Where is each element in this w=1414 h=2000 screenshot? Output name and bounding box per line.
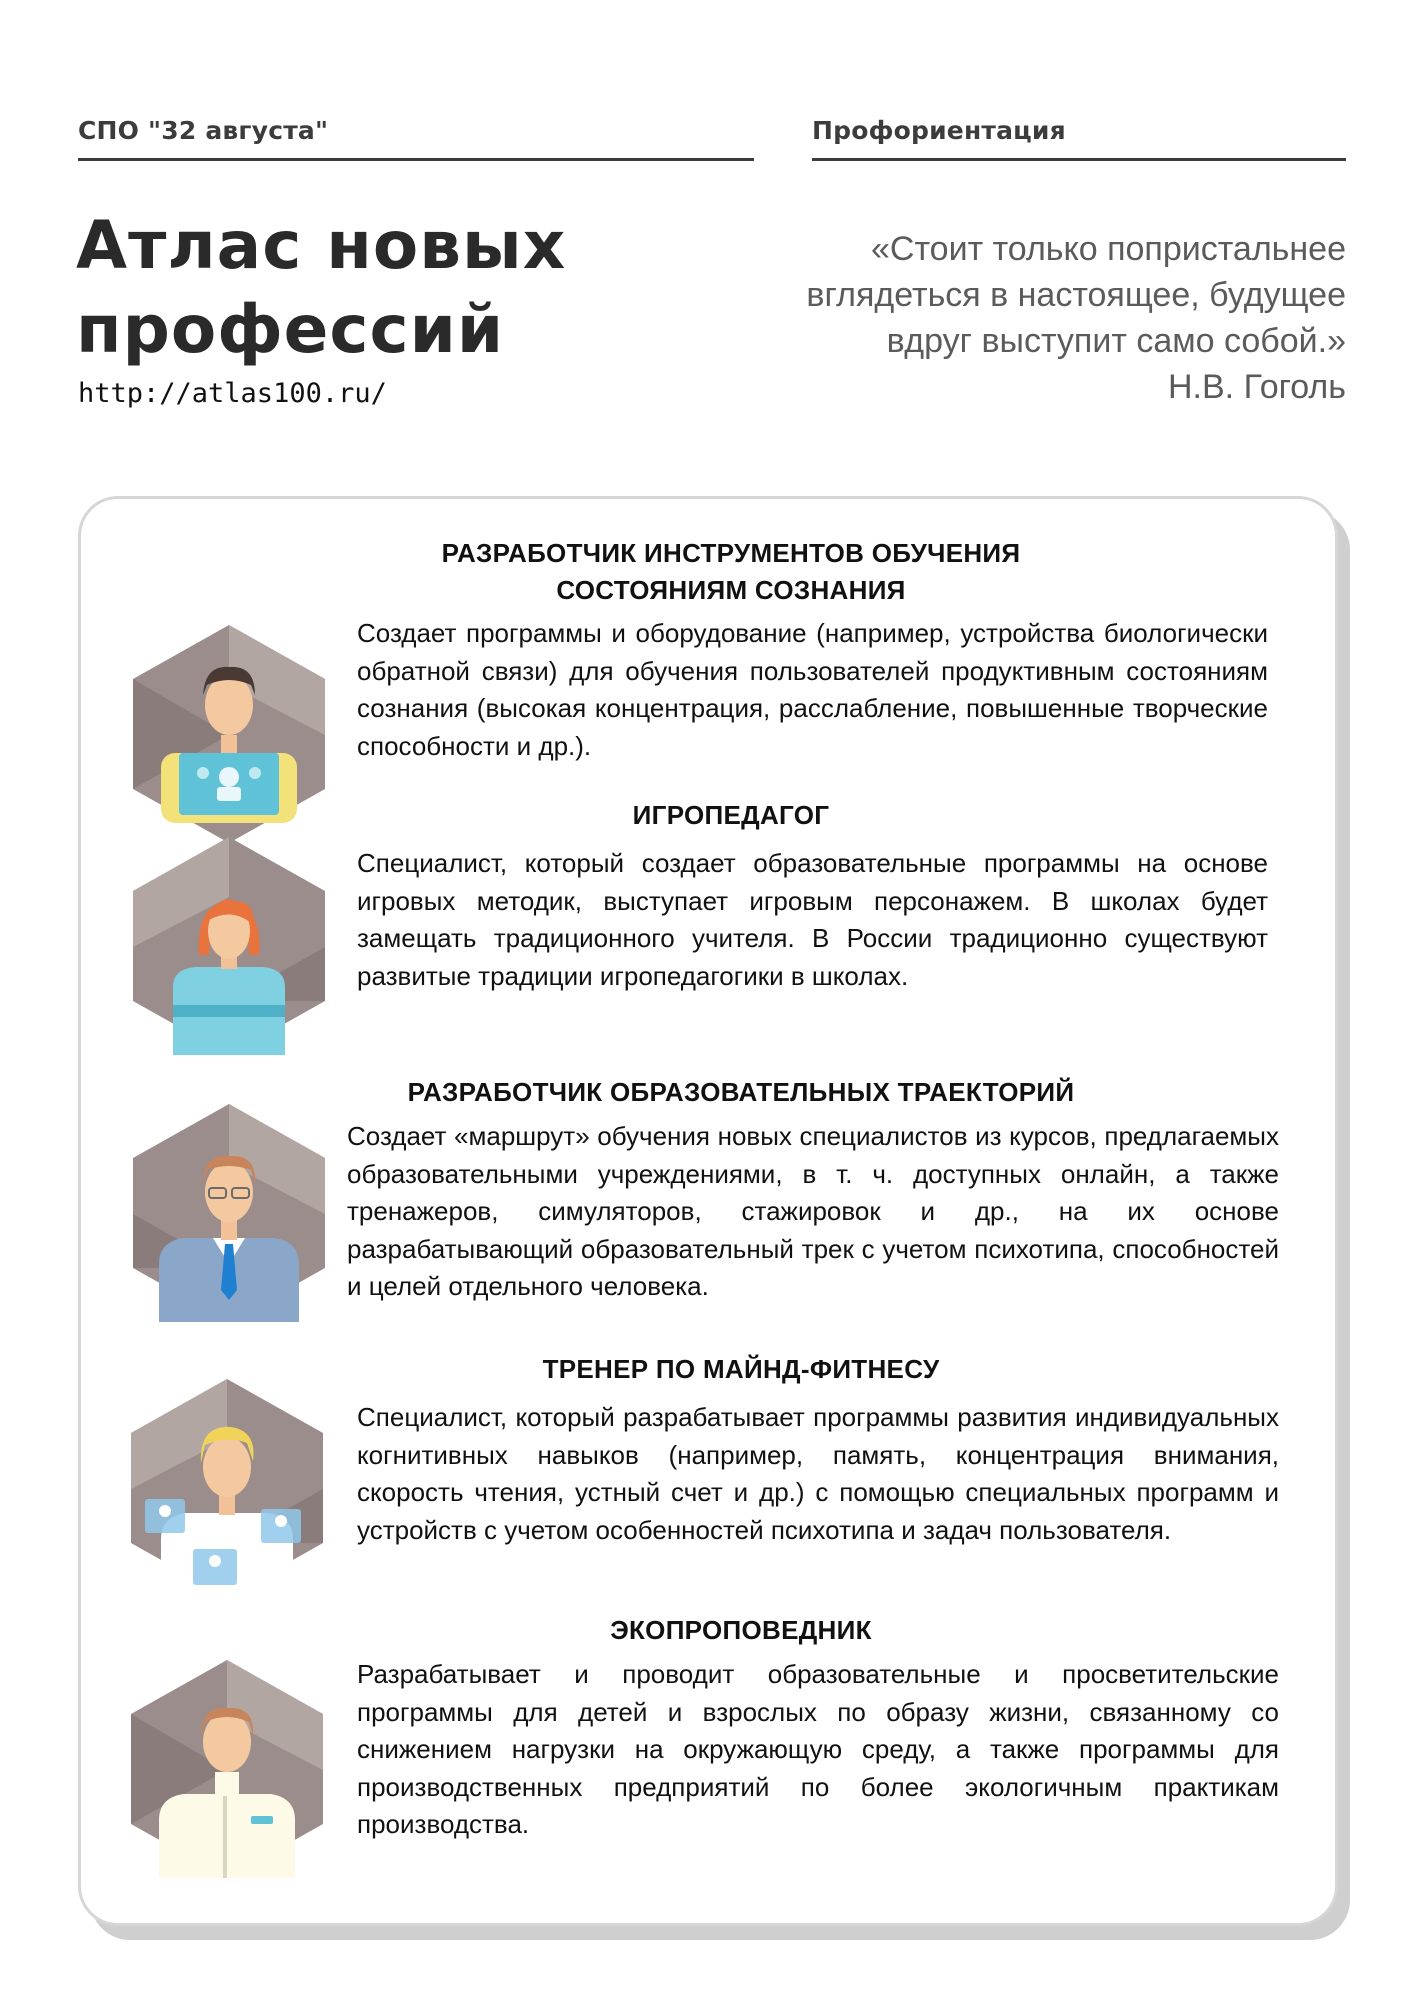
header-divider-left	[78, 158, 754, 161]
profession-2-description: Специалист, который создает образовательные программы на основе игровых методик, выступает игровым персонажем. В школах будет замещать традиционного учителя. В России традиционно существуют развитые традиции игропедагогики в школах.	[357, 848, 1268, 991]
profession-1-description: Создает программы и оборудование (например, устройства биологически обратной связи) для обучения пользователей продуктивным состояниям сознания (высокая концентрация, расслабление, повышенные творческие способности и др.).	[357, 618, 1268, 761]
profession-1-title	[381, 535, 1081, 609]
epigraph-quote	[726, 226, 1346, 410]
businessman-glasses-icon	[133, 1104, 325, 1322]
org-label: СПО "32 августа"	[78, 116, 329, 145]
header-divider-right	[812, 158, 1346, 161]
site-link[interactable]: http://atlas100.ru/	[78, 378, 387, 409]
profession-4-description: Специалист, который разрабатывает программы развития индивидуальных когнитивных навыков (например, память, концентрация внимания, скорость чтения, устный счет и др.) с помощью специальных программ и устройств с учетом особенностей психотипа и задач пользователя.	[357, 1402, 1279, 1545]
woman-avatar-icon	[133, 837, 325, 1055]
profession-4-title: ТРЕНЕР ПО МАЙНД-ФИТНЕСУ	[542, 1354, 940, 1384]
quote-line-3: вдруг выступит само собой.»	[886, 322, 1346, 360]
title-line-2: профессий	[76, 291, 505, 368]
man-in-white-coat-icon	[131, 1660, 323, 1878]
profession-3-description: Создает «маршрут» обучения новых специалистов из курсов, предлагаемых образовательными учреждениями, в т. ч. доступных онлайн, а также тренажеров, симуляторов, стажировок и др., на их основе разрабатывающий образовательный трек с учетом психотипа, способностей и целей отдельного человека.	[347, 1121, 1279, 1301]
page-title	[76, 204, 636, 372]
quote-line-2: вглядеться в настоящее, будущее	[806, 276, 1346, 314]
section-label: Профориентация	[812, 116, 1066, 145]
profession-1-title-line-1: РАЗРАБОТЧИК ИНСТРУМЕНТОВ ОБУЧЕНИЯ	[441, 538, 1021, 568]
profession-2-title: ИГРОПЕДАГОГ	[632, 800, 830, 830]
man-with-tablet-icon	[133, 625, 325, 843]
professions-card	[78, 496, 1338, 1926]
quote-line-1: «Стоит только попристальнее	[871, 230, 1346, 268]
trainer-with-screens-icon	[131, 1379, 323, 1597]
quote-author: Н.В. Гоголь	[1168, 368, 1346, 406]
profession-1-title-line-2: СОСТОЯНИЯМ СОЗНАНИЯ	[556, 575, 906, 605]
profession-5-title: ЭКОПРОПОВЕДНИК	[610, 1615, 872, 1645]
title-line-1: Атлас новых	[76, 207, 567, 284]
profession-3-title: РАЗРАБОТЧИК ОБРАЗОВАТЕЛЬНЫХ ТРАЕКТОРИЙ	[407, 1077, 1075, 1107]
profession-5-description: Разрабатывает и проводит образовательные и просветительские программы для детей и взрослых по образу жизни, связанному со снижением нагрузки на окружающую среду, а также программы для производственных предприятий по более экологичным практикам производства.	[357, 1659, 1279, 1839]
